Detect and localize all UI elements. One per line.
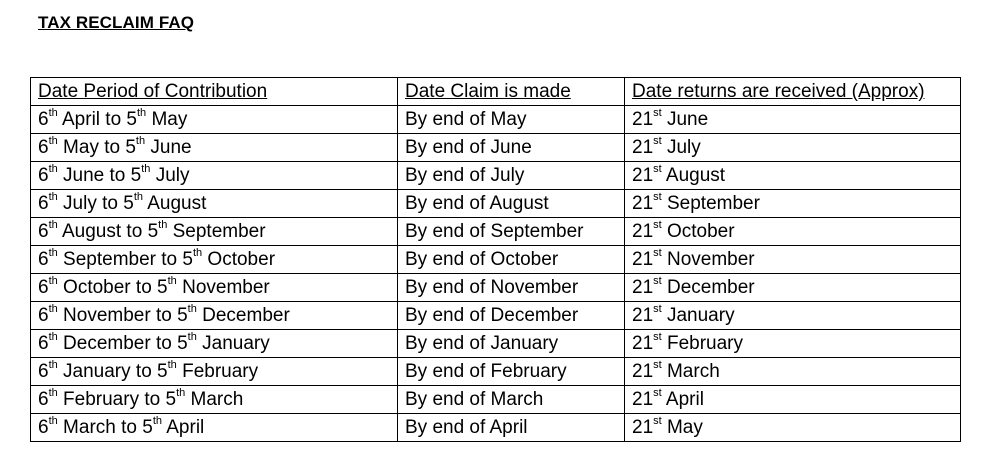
returns-date-cell [625,190,961,218]
returns-day: 21 [632,221,654,242]
end-month: August [143,193,207,214]
returns-day-suffix: st [653,358,662,371]
returns-month: February [661,333,744,354]
returns-month: April [661,389,704,410]
returns-date-cell [625,246,961,274]
end-day-suffix: th [187,302,197,315]
returns-day: 21 [632,193,654,214]
end-day: 5 [157,277,168,298]
returns-day: 21 [632,305,654,326]
returns-month: November [661,249,755,270]
claim-date-cell: By end of November [398,274,625,302]
header-contribution-period-label: Date Period of Contribution [38,81,268,102]
claim-date-cell: By end of February [398,358,625,386]
table-row [31,246,961,274]
contribution-period-cell [31,274,398,302]
returns-day: 21 [632,333,654,354]
returns-day-suffix: st [653,274,662,287]
start-month: November to [57,305,178,326]
start-month: July to [57,193,124,214]
start-day-suffix: th [48,274,58,287]
returns-day-suffix: st [653,246,662,259]
returns-day: 21 [632,417,654,438]
returns-month: September [661,193,760,214]
claim-date-cell: By end of December [398,302,625,330]
claim-date-cell: By end of March [398,386,625,414]
end-day-suffix: th [187,330,197,343]
returns-date-cell [625,218,961,246]
start-month: October to [57,277,158,298]
claim-date-cell: By end of January [398,330,625,358]
returns-date-cell [625,302,961,330]
contribution-period-cell [31,302,398,330]
contribution-period-cell [31,106,398,134]
returns-day-suffix: st [653,218,662,231]
header-claim-date [398,78,625,106]
end-day: 5 [182,249,193,270]
returns-day-suffix: st [653,302,662,315]
returns-day-suffix: st [653,106,662,119]
returns-day: 21 [632,165,654,186]
header-claim-date-label: Date Claim is made [405,81,571,102]
end-day-suffix: th [133,190,144,203]
table-row [31,414,961,442]
end-month: May [146,109,188,130]
returns-day: 21 [632,389,654,410]
end-day: 5 [157,361,168,382]
returns-day: 21 [632,137,654,158]
claim-date-cell: By end of June [398,134,625,162]
contribution-period-cell [31,218,398,246]
contribution-period-cell [31,134,398,162]
table-row [31,190,961,218]
start-day-suffix: th [48,246,58,259]
table-header-row [31,78,961,106]
end-month: April [162,417,205,438]
contribution-period-cell [31,246,398,274]
end-day: 5 [147,221,159,242]
returns-day: 21 [632,361,654,382]
end-day-suffix: th [141,162,151,175]
returns-date-cell [625,330,961,358]
table-row [31,162,961,190]
end-day-suffix: th [192,246,203,259]
returns-day-suffix: st [653,134,662,147]
contribution-period-cell [31,162,398,190]
table-row [31,106,961,134]
claim-date-cell: By end of April [398,414,625,442]
claim-date-cell: By end of August [398,190,625,218]
returns-month: May [661,417,703,438]
end-month: January [196,333,270,354]
contribution-period-cell [31,190,398,218]
start-day-suffix: th [48,302,58,315]
start-day: 6 [38,333,49,354]
returns-date-cell [625,386,961,414]
returns-day: 21 [632,109,654,130]
table-row [31,302,961,330]
tax-reclaim-table [30,77,961,442]
returns-date-cell [625,414,961,442]
header-returns-date-label: Date returns are received (Approx) [632,81,925,102]
header-contribution-period [31,78,398,106]
end-month: February [176,361,259,382]
start-day-suffix: th [48,414,58,427]
returns-date-cell [625,162,961,190]
returns-month: August [661,165,726,186]
returns-day-suffix: st [653,162,662,175]
returns-month: January [661,305,735,326]
returns-day-suffix: st [653,386,662,399]
claim-date-cell: By end of July [398,162,625,190]
returns-month: June [661,109,709,130]
start-day: 6 [38,277,49,298]
start-day: 6 [38,249,49,270]
returns-month: October [661,221,735,242]
start-day-suffix: th [48,358,58,371]
start-day: 6 [38,137,49,158]
table-row [31,386,961,414]
end-month: September [167,221,266,242]
start-day-suffix: th [48,218,58,231]
returns-day: 21 [632,249,654,270]
end-day: 5 [130,165,142,186]
end-day: 5 [165,389,177,410]
header-returns-date [625,78,961,106]
start-month: September to [57,249,183,270]
start-day: 6 [38,361,49,382]
table-row [31,134,961,162]
end-day-suffix: th [135,134,146,147]
table-row [31,274,961,302]
end-day-suffix: th [158,218,168,231]
end-day-suffix: th [176,386,186,399]
claim-date-cell: By end of May [398,106,625,134]
start-month: February to [57,389,166,410]
start-month: January to [57,361,158,382]
end-month: November [176,277,270,298]
table-body [31,106,961,442]
end-day-suffix: th [167,274,177,287]
start-day: 6 [38,305,49,326]
start-month: May to [57,137,126,158]
end-day: 5 [125,137,136,158]
returns-day-suffix: st [653,414,662,427]
end-month: December [196,305,290,326]
returns-month: December [661,277,755,298]
end-day-suffix: th [167,358,177,371]
returns-day-suffix: st [653,330,662,343]
returns-date-cell [625,358,961,386]
claim-date-cell: By end of October [398,246,625,274]
table-row [31,330,961,358]
end-day-suffix: th [137,106,147,119]
start-day: 6 [38,417,49,438]
start-month: June to [57,165,131,186]
end-day: 5 [123,193,134,214]
returns-month: July [661,137,701,158]
start-day: 6 [38,389,49,410]
start-day-suffix: th [48,162,58,175]
start-day-suffix: th [48,330,58,343]
end-month: October [202,249,276,270]
end-month: June [145,137,192,158]
start-day: 6 [38,193,49,214]
document-title: TAX RECLAIM FAQ [38,13,195,32]
table-row [31,218,961,246]
claim-date-cell: By end of September [398,218,625,246]
returns-month: March [661,361,720,382]
returns-date-cell [625,274,961,302]
end-month: March [185,389,244,410]
returns-date-cell [625,106,961,134]
end-day: 5 [177,333,188,354]
start-month: December to [57,333,178,354]
contribution-period-cell [31,386,398,414]
returns-date-cell [625,134,961,162]
returns-day: 21 [632,277,654,298]
end-day: 5 [177,305,188,326]
end-day: 5 [142,417,153,438]
start-day: 6 [38,165,49,186]
start-month: April to [57,109,127,130]
end-day: 5 [126,109,137,130]
end-day-suffix: th [152,414,163,427]
end-month: July [150,165,190,186]
table-row [31,358,961,386]
contribution-period-cell [31,414,398,442]
start-day: 6 [38,221,49,242]
start-month: March to [57,417,143,438]
start-day: 6 [38,109,49,130]
contribution-period-cell [31,330,398,358]
start-month: August to [57,221,148,242]
start-day-suffix: th [48,190,58,203]
start-day-suffix: th [48,386,58,399]
start-day-suffix: th [48,134,58,147]
returns-day-suffix: st [653,190,662,203]
contribution-period-cell [31,358,398,386]
start-day-suffix: th [48,106,58,119]
